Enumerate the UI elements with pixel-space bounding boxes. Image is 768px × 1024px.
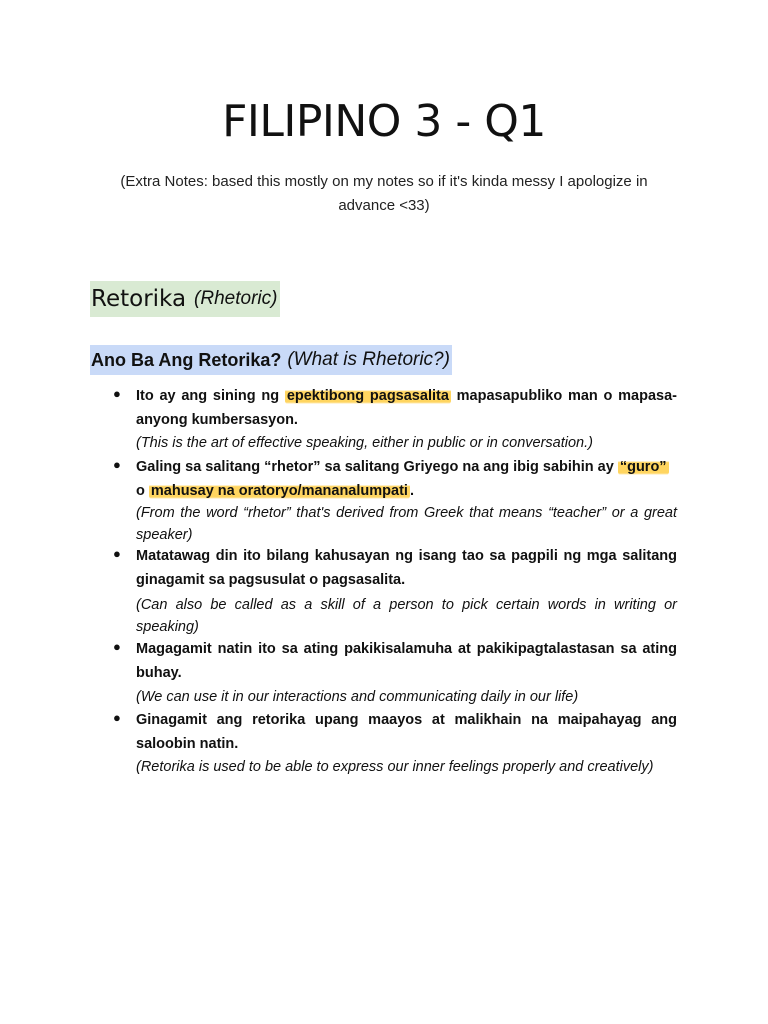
bullet-english: (This is the art of effective speaking, either in public or in conversation.) [136, 435, 593, 451]
highlighted-text: mahusay na oratoryo/mananalumpati [150, 483, 408, 499]
bullet-english: (Retorika is used to be able to express our inner feelings properly and creatively) [136, 759, 654, 775]
heading-text: Retorika [91, 286, 187, 312]
bullet-tagalog [136, 384, 677, 432]
bullet-english: (We can use it in our interactions and communicating daily in our life) [136, 689, 579, 705]
page-title: FILIPINO 3 - Q1 [222, 96, 546, 147]
subsection-heading-ano-ba [90, 345, 452, 375]
highlighted-text: “guro” [619, 459, 667, 475]
page-subtitle: (Extra Notes: based this mostly on my notes so if it's kinda messy I apologize in advance <33) [120, 173, 648, 214]
section-heading-retorika [90, 281, 280, 317]
bullet-icon: ● [113, 710, 121, 725]
subheading-text: Ano Ba Ang Retorika? [91, 349, 282, 370]
highlighted-text: epektibong pagsasalita [286, 388, 449, 404]
bullet-icon: ● [113, 457, 121, 472]
bullet-icon: ● [113, 546, 121, 561]
text-segment: . [409, 483, 414, 499]
bullet-tagalog: Ginagamit ang retorika upang maayos at malikhain na maipahayag ang saloobin natin. [136, 712, 677, 752]
bullet-tagalog: Magagamit natin ito sa ating pakikisalamuha at pakikipagtalastasan sa ating buhay. [136, 641, 677, 681]
bullet-tagalog [136, 455, 677, 503]
subheading-translation: (What is Rhetoric?) [287, 349, 450, 370]
text-segment: Ito ay ang sining ng [136, 388, 285, 404]
text-segment: mapasapubliko man o mapasa-anyong kumbersasyon. [136, 388, 677, 428]
heading-translation: (Rhetoric) [194, 288, 278, 309]
bullet-english: (From the word “rhetor” that's derived from Greek that means “teacher” or a great speaker) [136, 505, 677, 543]
bullet-english: (Can also be called as a skill of a person to pick certain words in writing or speaking) [136, 597, 677, 635]
text-segment: Galing sa salitang “rhetor” sa salitang Griyego na ang ibig sabihin ay [136, 459, 618, 475]
bullet-icon: ● [113, 386, 121, 401]
bullet-icon: ● [113, 639, 121, 654]
bullet-tagalog: Matatawag din ito bilang kahusayan ng isang tao sa pagpili ng mga salitang ginagamit sa pagsusulat o pagsasalita. [136, 548, 677, 588]
text-segment: o [136, 483, 149, 499]
